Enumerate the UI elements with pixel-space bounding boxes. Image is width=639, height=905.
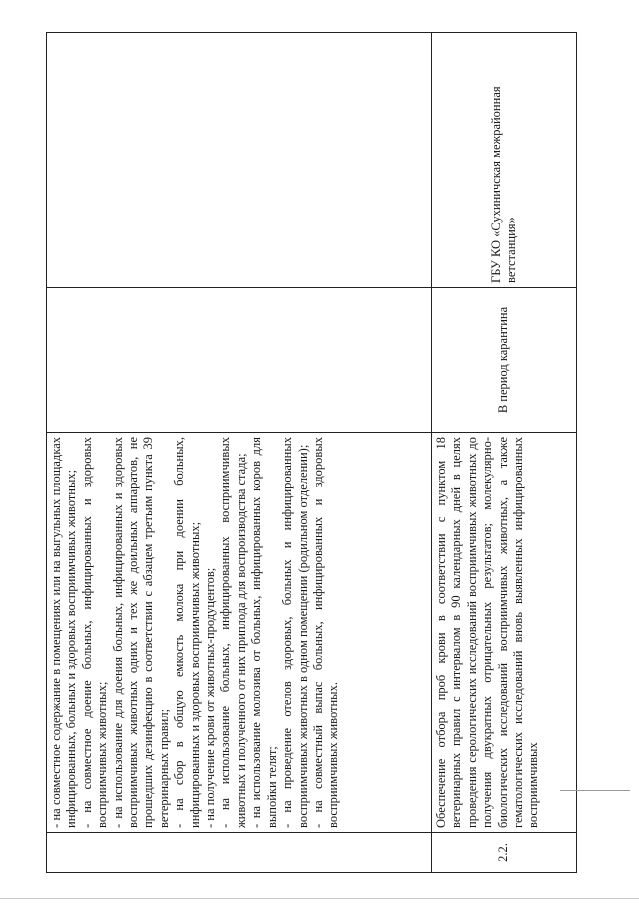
- restriction-item: - на совместное доение больных, инфицированных и здоровых восприимчивых животных;: [79, 436, 109, 828]
- scan-artifact: [0, 898, 639, 899]
- document-page: [46, 33, 594, 873]
- period-cell: [46, 287, 431, 432]
- restriction-item: - на проведение отелов здоровых, больных и инфицированных восприимчивых животных в одном помещении (родильном отделении);: [279, 436, 309, 828]
- responsible-cell: [46, 32, 431, 287]
- measure-text-cell: Обеспечение отбора проб крови в соответствии с пунктом 18 ветеринарных правил с интервалом в 90 календарных дней в целях проведения серологических исследований восприимчивых животных до получения двукратных отрицательных результатов; молекулярно-биологических исследований восприимчивых животных, а также гематологических исследований вновь выявленных инфицированных восприимчивых: [431, 432, 576, 832]
- row-number-cell: [46, 832, 431, 872]
- period-cell: В период карантина: [431, 287, 576, 432]
- scan-artifact: [560, 790, 630, 791]
- restriction-item: - на совместное содержание в помещениях или на выгульных площадках инфицированных, больных и здоровых восприимчивых животных;: [48, 436, 78, 828]
- measure-text-cell: [46, 432, 431, 832]
- responsible-cell: ГБУ КО «Сухиничская межрайонная ветстанция»: [431, 32, 576, 287]
- restriction-item: - на получение крови от животных-продуцентов;: [202, 567, 217, 828]
- restriction-item: - на совместный выпас больных, инфицированных и здоровых восприимчивых животных.: [310, 436, 340, 828]
- restriction-item: - на сбор в общую емкость молока при доении больных, инфицированных и здоровых восприимчивых животных;: [171, 436, 202, 828]
- table-row: [431, 32, 576, 872]
- restriction-item: - на использование молозива от больных, инфицированных коров для выпойки телят;: [248, 436, 279, 828]
- restriction-item: - на использование больных, инфицированных восприимчивых животных и полученного от них приплода для воспроизводства стада;: [217, 436, 248, 828]
- table-row: [46, 32, 431, 872]
- row-number-cell: 2.2.: [431, 832, 576, 872]
- measures-table: [46, 32, 577, 873]
- restriction-item: - на использование для доения больных, инфицированных и здоровых восприимчивых животных одних и тех же доильных аппаратов, не прошедших дезинфекцию в соответствии с абзацем третьим пункта 39 ветеринарных правил;: [110, 436, 171, 828]
